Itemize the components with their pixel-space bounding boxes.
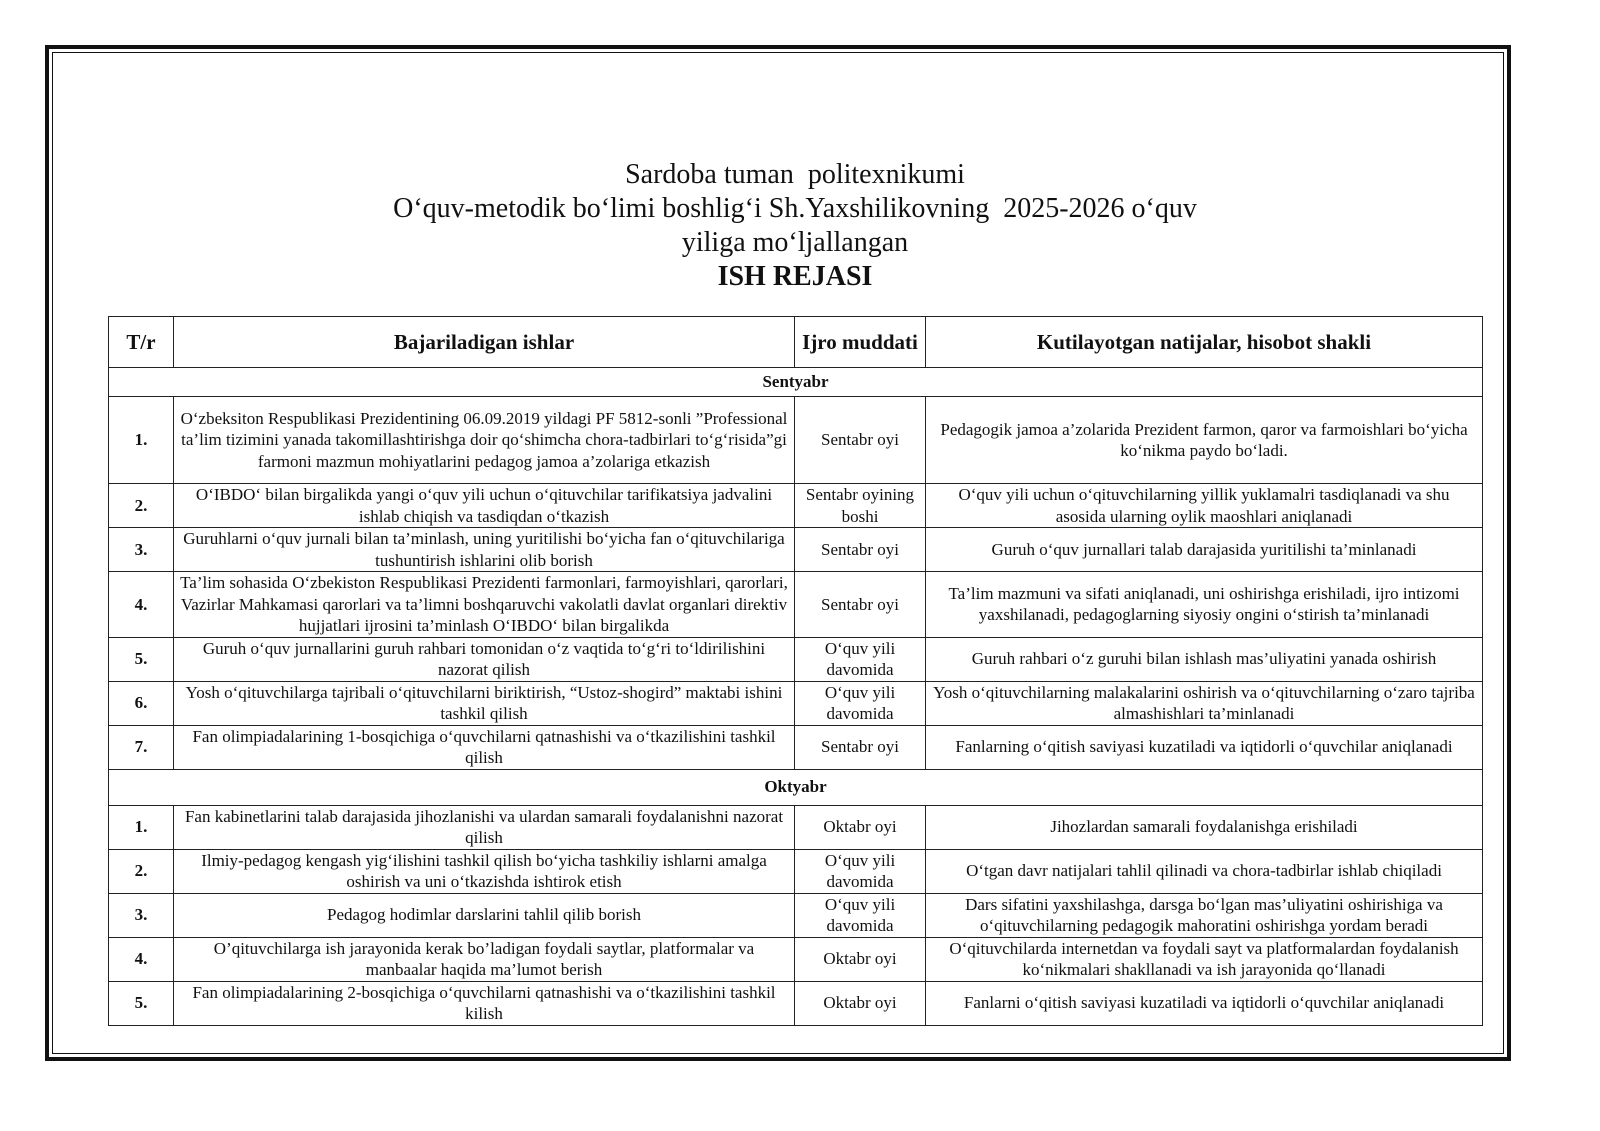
row-task: Guruhlarni o‘quv jurnali bilan ta’minlash, uning yuritilishi bo‘yicha fan o‘qituvchilariga tushuntirish ishlarini olib borish [174, 528, 795, 572]
row-result: O‘quv yili uchun o‘qituvchilarning yillik yuklamalri tasdiqlanadi va shu asosida ularning oylik maoshlari aniqlanadi [926, 484, 1483, 528]
row-number: 7. [109, 725, 174, 769]
row-task: Ilmiy-pedagog kengash yig‘ilishini tashkil qilish bo‘yicha tashkiliy ishlarni amalga oshirish va uni o‘tkazishda ishtirok etish [174, 849, 795, 893]
row-term: Oktabr oyi [795, 805, 926, 849]
row-task: Yosh o‘qituvchilarga tajribali o‘qituvchilarni biriktirish, “Ustoz-shogird” maktabi ishini tashkil qilish [174, 681, 795, 725]
row-task: Fan olimpiadalarining 1-bosqichiga o‘quvchilarni qatnashishi va o‘tkazilishini tashkil qilish [174, 725, 795, 769]
table-row [109, 484, 1483, 528]
row-result: Fanlarning o‘qitish saviyasi kuzatiladi va iqtidorli o‘quvchilar aniqlanadi [926, 725, 1483, 769]
work-plan-table [108, 316, 1483, 1026]
table-row [109, 981, 1483, 1025]
table-row [109, 805, 1483, 849]
row-number: 5. [109, 637, 174, 681]
row-term: O‘quv yili davomida [795, 681, 926, 725]
row-number: 4. [109, 937, 174, 981]
row-task: Fan olimpiadalarining 2-bosqichiga o‘quvchilarni qatnashishi va o‘tkazilishini tashkil kilish [174, 981, 795, 1025]
column-header-number: T/r [109, 317, 174, 368]
row-result: Guruh rahbari o‘z guruhi bilan ishlash mas’uliyatini yanada oshirish [926, 637, 1483, 681]
row-term: Sentabr oyi [795, 528, 926, 572]
row-number: 5. [109, 981, 174, 1025]
row-result: Pedagogik jamoa a’zolarida Prezident farmon, qaror va farmoishlari bo‘yicha ko‘nikma paydo bo‘ladi. [926, 397, 1483, 484]
row-number: 4. [109, 572, 174, 638]
month-label: Oktyabr [109, 769, 1483, 805]
row-number: 2. [109, 849, 174, 893]
table-row [109, 893, 1483, 937]
row-term: Sentabr oyining boshi [795, 484, 926, 528]
row-number: 3. [109, 528, 174, 572]
row-number: 6. [109, 681, 174, 725]
table-row [109, 528, 1483, 572]
table-row [109, 937, 1483, 981]
header-line-1: Sardoba tuman politexnikumi [625, 159, 965, 190]
row-result: Yosh o‘qituvchilarning malakalarini oshirish va o‘qituvchilarning o‘zaro tajriba almashishlari ta’minlanadi [926, 681, 1483, 725]
table-row [109, 725, 1483, 769]
table-row [109, 397, 1483, 484]
table-row [109, 572, 1483, 638]
table-row [109, 681, 1483, 725]
month-row [109, 368, 1483, 397]
row-number: 3. [109, 893, 174, 937]
row-result: Jihozlardan samarali foydalanishga erishiladi [926, 805, 1483, 849]
document-title: ISH REJASI [717, 261, 873, 292]
row-result: Guruh o‘quv jurnallari talab darajasida yuritilishi ta’minlanadi [926, 528, 1483, 572]
column-header-term: Ijro muddati [795, 317, 926, 368]
row-result: O‘tgan davr natijalari tahlil qilinadi va chora-tadbirlar ishlab chiqiladi [926, 849, 1483, 893]
row-task: O’qituvchilarga ish jarayonida kerak bo’ladigan foydali saytlar, platformalar va manbaalar haqida ma’lumot berish [174, 937, 795, 981]
row-task: Ta’lim sohasida O‘zbekiston Respublikasi Prezidenti farmonlari, farmoyishlari, qarorlari, Vazirlar Mahkamasi qarorlari va ta’limni boshqaruvchi vakolatli davlat organlari direktiv hujjatlari ijrosini ta’minlash O‘IBDO‘ bilan birgalikda [174, 572, 795, 638]
row-task: O‘zbeksiton Respublikasi Prezidentining 06.09.2019 yildagi PF 5812-sonli ”Professional ta’lim tizimini yanada takomillashtirishga doir qo‘shimcha chora-tadbirlari to‘g‘risida”gi farmoni mazmun mohiyatlarini pedagog jamoa a’zolariga etkazish [174, 397, 795, 484]
column-header-tasks: Bajariladigan ishlar [174, 317, 795, 368]
row-term: Oktabr oyi [795, 937, 926, 981]
table-row [109, 849, 1483, 893]
column-header-results: Kutilayotgan natijalar, hisobot shakli [926, 317, 1483, 368]
row-task: O‘IBDO‘ bilan birgalikda yangi o‘quv yili uchun o‘qituvchilar tarifikatsiya jadvalini ishlab chiqish va tasdiqdan o‘tkazish [174, 484, 795, 528]
row-term: O‘quv yili davomida [795, 893, 926, 937]
row-term: Sentabr oyi [795, 397, 926, 484]
row-number: 2. [109, 484, 174, 528]
table-row [109, 637, 1483, 681]
document-header [110, 158, 1480, 294]
month-row [109, 769, 1483, 805]
row-term: Sentabr oyi [795, 572, 926, 638]
row-result: Ta’lim mazmuni va sifati aniqlanadi, uni oshirishga erishiladi, ijro intizomi yaxshilanadi, pedagoglarning siyosiy ongini o‘stirish ta’minlanadi [926, 572, 1483, 638]
row-number: 1. [109, 805, 174, 849]
header-line-3: yiliga mo‘ljallangan [681, 227, 909, 258]
row-term: O‘quv yili davomida [795, 849, 926, 893]
row-result: Dars sifatini yaxshilashga, darsga bo‘lgan mas’uliyatini oshirishiga va o‘qituvchilarning pedagogik mahoratini oshirishga yordam beradi [926, 893, 1483, 937]
row-task: Guruh o‘quv jurnallarini guruh rahbari tomonidan o‘z vaqtida to‘g‘ri to‘ldirilishini nazorat qilish [174, 637, 795, 681]
row-number: 1. [109, 397, 174, 484]
row-task: Pedagog hodimlar darslarini tahlil qilib borish [174, 893, 795, 937]
row-term: Sentabr oyi [795, 725, 926, 769]
row-task: Fan kabinetlarini talab darajasida jihozlanishi va ulardan samarali foydalanishni nazorat qilish [174, 805, 795, 849]
row-term: Oktabr oyi [795, 981, 926, 1025]
month-label: Sentyabr [109, 368, 1483, 397]
row-term: O‘quv yili davomida [795, 637, 926, 681]
row-result: Fanlarni o‘qitish saviyasi kuzatiladi va iqtidorli o‘quvchilar aniqlanadi [926, 981, 1483, 1025]
row-result: O‘qituvchilarda internetdan va foydali sayt va platformalardan foydalanish ko‘nikmalari shakllanadi va ish jarayonida qo‘llanadi [926, 937, 1483, 981]
header-line-2: O‘quv-metodik bo‘limi boshlig‘i Sh.Yaxshilikovning 2025-2026 o‘quv [393, 193, 1197, 224]
table-header-row [109, 317, 1483, 368]
